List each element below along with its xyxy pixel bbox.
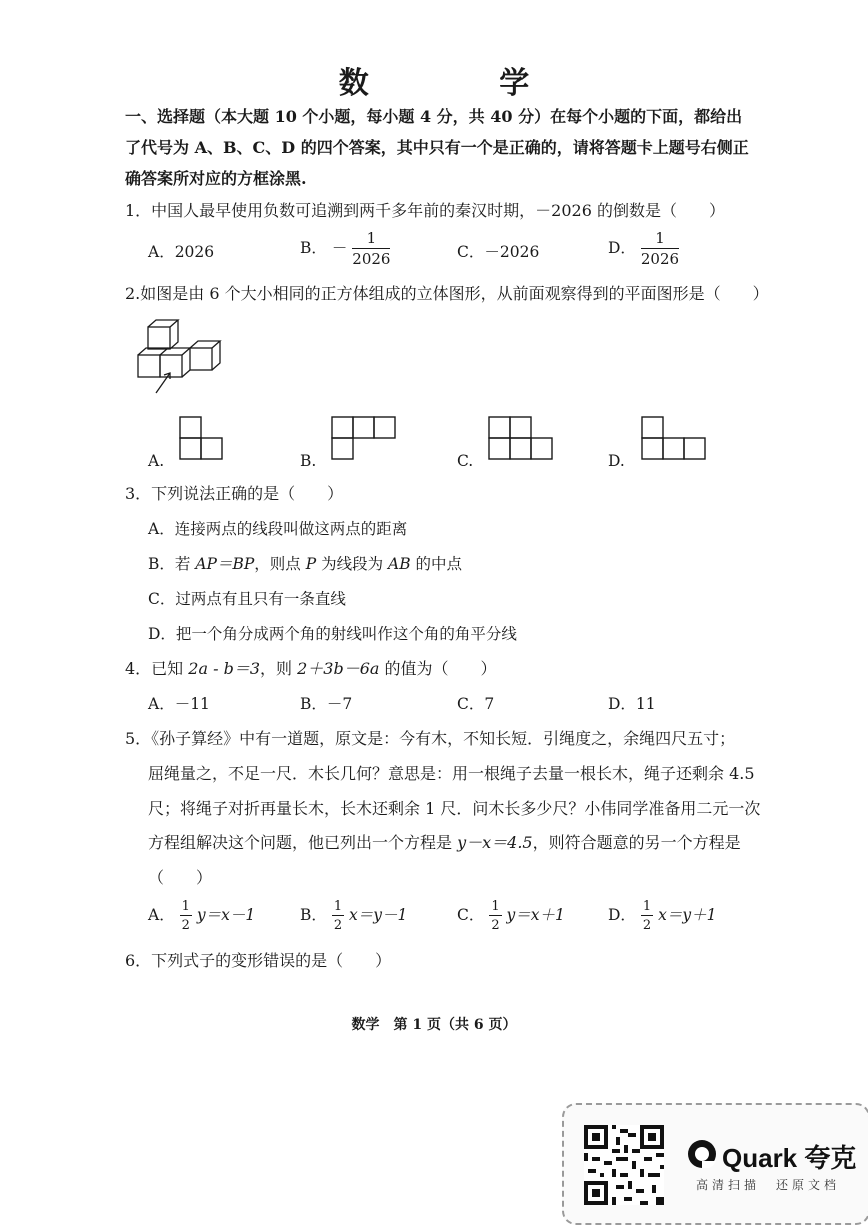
q5-option-a-denominator: 2: [181, 918, 190, 933]
q2-option-a-figure: [177, 414, 225, 462]
q5-option-b-denominator: 2: [333, 918, 343, 933]
q5-option-c-denominator: 2: [491, 918, 500, 933]
q5-option-d: [608, 900, 716, 932]
q1-option-b-fraction: [352, 231, 390, 267]
q5-option-b-expression: x＝y－1: [349, 906, 408, 924]
question-5-line-4: [148, 832, 741, 854]
q5-option-a-label: A．: [148, 906, 175, 924]
q5-option-b-numerator: 1: [333, 899, 343, 914]
q5-option-b-label: B．: [300, 906, 327, 924]
q5-option-c-numerator: 1: [491, 899, 500, 914]
q1-option-a: A．2026: [148, 243, 215, 261]
q5-option-d-numerator: 1: [642, 899, 652, 914]
q5-line-4-equation: y－x＝4.5: [457, 833, 533, 852]
question-4-stem: [125, 658, 497, 680]
q4-stem-condition: 2a - b＝3: [188, 659, 261, 678]
q5-option-d-denominator: 2: [642, 918, 652, 933]
q4-stem-prefix: 4．已知: [125, 659, 189, 678]
q3-option-b-middle: ，则点: [254, 555, 306, 573]
question-3-stem: 3．下列说法正确的是（ ）: [125, 484, 344, 503]
q2-option-c: C.: [457, 452, 474, 470]
question-5-line-2: 屈绳量之，不足一尺．木长几何？意思是：用一根绳子去量一根长木，绳子还剩余 4.5: [148, 764, 755, 783]
q3-option-b-equation: AP＝BP: [195, 555, 255, 573]
q4-stem-expression: 2＋3b－6a: [297, 659, 380, 678]
q4-option-d: D．11: [608, 695, 656, 713]
question-5-line-3: 尺；将绳子对折再量长木，长木还剩余 1 尺．问木长多少尺？小伟同学准备用二元一次: [148, 799, 761, 818]
qr-code-icon[interactable]: [584, 1125, 664, 1205]
quark-brand-text: Quark 夸克: [722, 1143, 857, 1173]
q2-option-a: A.: [148, 452, 165, 470]
q5-option-d-fraction: [641, 900, 653, 932]
q3-option-b-point: P: [305, 555, 317, 573]
q4-option-a: A．－11: [148, 695, 210, 713]
q1-option-b-denominator: 2026: [352, 250, 391, 268]
q5-option-a-numerator: 1: [181, 899, 190, 914]
q2-option-b-figure: [330, 414, 400, 462]
q1-option-b-numerator: 1: [352, 231, 390, 249]
cube-solid-figure: [130, 315, 230, 395]
page-title: 数 学: [338, 66, 590, 101]
quark-logo-icon: [686, 1138, 718, 1170]
question-5-line-5: （ ）: [148, 868, 213, 887]
q5-option-d-label: D．: [608, 906, 636, 924]
q1-option-d-denominator: 2026: [640, 250, 680, 268]
q3-option-b: [148, 553, 462, 575]
q3-option-c: C．过两点有且只有一条直线: [148, 590, 346, 608]
question-6-stem: 6．下列式子的变形错误的是（ ）: [125, 951, 392, 970]
q1-option-b: [300, 231, 390, 267]
q3-option-b-suffix: 的中点: [410, 555, 463, 573]
q5-option-c: [457, 900, 565, 932]
q3-option-b-segment: AB: [388, 555, 411, 573]
q3-option-b-prefix: B．若: [148, 555, 196, 573]
q1-option-d-fraction: [641, 231, 679, 267]
q5-line-4-suffix: ，则符合题意的另一个方程是: [532, 833, 741, 852]
q4-stem-middle: ，则: [260, 659, 298, 678]
q2-option-c-figure: [487, 414, 559, 462]
q3-option-d: D．把一个角分成两个角的射线叫作这个角的角平分线: [148, 625, 517, 643]
q5-option-a-fraction: [180, 900, 192, 932]
q2-option-d: D.: [608, 452, 625, 470]
q5-option-d-expression: x＝y＋1: [658, 906, 717, 924]
q2-option-b: B.: [300, 452, 317, 470]
question-5-line-1: 5．《孙子算经》中有一道题，原文是：今有木，不知长短．引绳度之，余绳四尺五寸；: [125, 729, 736, 748]
q1-option-c: C．－2026: [457, 243, 540, 261]
q1-option-b-label: B．: [300, 239, 327, 257]
question-1-stem: 1．中国人最早使用负数可追溯到两千多年前的秦汉时期，－2026 的倒数是（ ）: [125, 201, 725, 220]
q1-option-d-numerator: 1: [641, 231, 679, 249]
q5-option-b-fraction: [332, 900, 344, 932]
page-footer: 数学 第 1 页（共 6 页）: [351, 1017, 517, 1033]
q5-option-c-fraction: [489, 900, 501, 932]
question-2-stem: 2.如图是由 6 个大小相同的正方体组成的立体图形，从前面观察得到的平面图形是（ ）: [125, 284, 769, 303]
quark-tagline: 高清扫描 还原文档: [696, 1178, 841, 1192]
q4-stem-suffix: 的值为（ ）: [379, 659, 497, 678]
q5-option-a-expression: y＝x－1: [196, 906, 256, 924]
q2-option-d-figure: [640, 414, 712, 462]
q1-option-d: [608, 231, 679, 267]
q3-option-b-middle-2: 为线段为: [316, 555, 389, 573]
q5-line-4-prefix: 方程组解决这个问题，他已列出一个方程是: [148, 833, 458, 852]
q5-option-c-expression: y＝x＋1: [506, 906, 565, 924]
q1-option-d-label: D．: [608, 239, 636, 257]
section-heading: 一、选择题（本大题 10 个小题，每小题 4 分，共 40 分）在每个小题的下面，都给出了代号为 A、B、C、D 的四个答案，其中只有一个是正确的，请将答题卡上题号右侧正确答案所对应的方框涂黑.: [125, 107, 749, 188]
q1-option-b-sign: －: [331, 239, 348, 257]
q5-option-b: [300, 900, 407, 932]
q5-option-c-label: C．: [457, 906, 485, 924]
q5-option-a: [148, 900, 255, 932]
q4-option-b: B．－7: [300, 695, 353, 713]
q3-option-a: A．连接两点的线段叫做这两点的距离: [148, 520, 408, 538]
q4-option-c: C．7: [457, 695, 495, 713]
